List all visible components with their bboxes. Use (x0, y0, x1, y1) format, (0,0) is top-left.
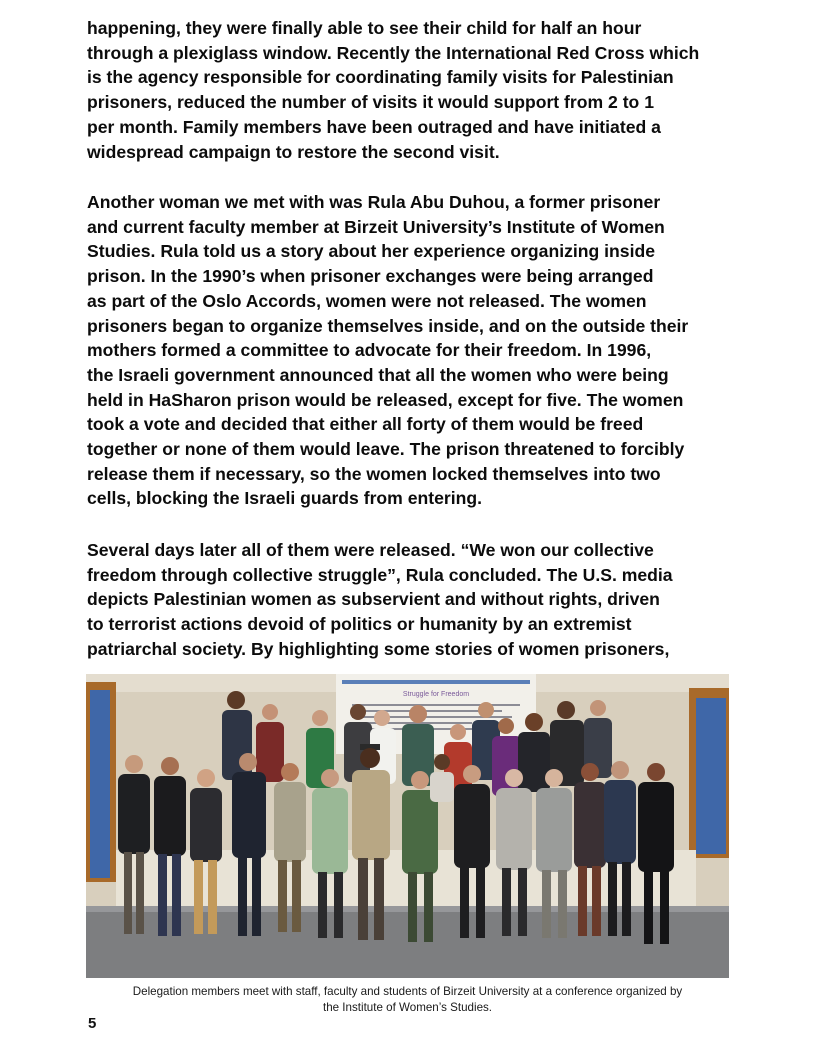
banner-heading: Struggle for Freedom (402, 691, 470, 698)
text-line: Studies. Rula told us a story about her experience organizing inside (87, 241, 655, 262)
text-line: to terrorist actions devoid of politics or humanity by an extremist (87, 614, 632, 635)
banner-header-stripe (342, 680, 530, 684)
floor-highlight (86, 906, 729, 912)
text-line: release them if necessary, so the women locked themselves into two (87, 463, 661, 484)
text-line: per month. Family members have been outraged and have initiated a (87, 116, 661, 137)
text-line: through a plexiglass window. Recently the International Red Cross which (87, 42, 700, 63)
left-door-panel (90, 690, 110, 878)
text-line: is the agency responsible for coordinating family visits for Palestinian (87, 67, 674, 88)
group-photo (86, 674, 729, 978)
body-paragraph (87, 16, 737, 164)
text-line: prisoners, reduced the number of visits it would support from 2 to 1 (87, 92, 654, 113)
caption-line: Delegation members meet with staff, faculty and students of Birzeit University at a conference organized by (132, 985, 683, 998)
text-line: prison. In the 1990’s when prisoner exchanges were being arranged (87, 266, 654, 287)
text-line: took a vote and decided that either all forty of them would be freed (87, 414, 644, 435)
text-line: widespread campaign to restore the second visit. (87, 141, 500, 162)
text-line: together or none of them would leave. The prison threatened to forcibly (87, 439, 685, 460)
text-line: patriarchal society. By highlighting some stories of women prisoners, (87, 638, 670, 659)
floor (86, 906, 729, 978)
caption-line: the Institute of Women’s Studies. (322, 1001, 493, 1014)
body-paragraph (87, 538, 737, 662)
text-line: Another woman we met with was Rula Abu Duhou, a former prisoner (87, 192, 661, 212)
text-line: happening, they were finally able to see their child for half an hour (87, 18, 642, 38)
text-line: depicts Palestinian women as subservient and without rights, driven (87, 589, 660, 610)
text-line: cells, blocking the Israeli guards from entering. (87, 488, 482, 509)
text-line: held in HaSharon prison would be released, except for five. The women (87, 389, 684, 410)
right-door-panel (696, 698, 726, 854)
group-photo-illustration (86, 674, 729, 978)
page-number: 5 (88, 1015, 97, 1032)
text-line: the Israeli government announced that all the women who were being (87, 364, 669, 385)
text-line: freedom through collective struggle”, Rula concluded. The U.S. media (87, 564, 673, 585)
text-line: and current faculty member at Birzeit University’s Institute of Women (87, 216, 665, 237)
photo-caption (86, 984, 729, 1016)
text-line: as part of the Oslo Accords, women were not released. The women (87, 290, 647, 311)
text-line: prisoners began to organize themselves inside, and on the outside their (87, 315, 689, 336)
text-line: Several days later all of them were released. “We won our collective (87, 540, 654, 560)
body-paragraph (87, 190, 737, 511)
text-line: mothers formed a committee to advocate for their freedom. In 1996, (87, 340, 652, 361)
